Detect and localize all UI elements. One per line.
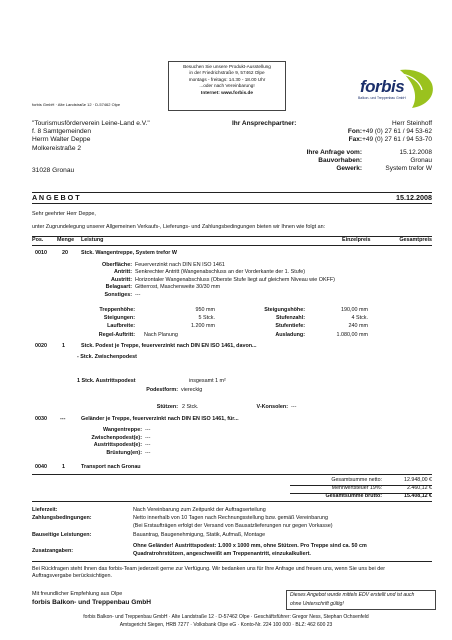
recipient-line: f. 8 Samtgemeinden — [32, 128, 92, 136]
item-pos: 0040 — [35, 464, 47, 470]
dim-key: Ausladung: — [275, 331, 305, 338]
logo-tagline: Balkon- und Treppenbau GmbH — [358, 96, 406, 100]
konsolen-label: V-Konsolen: — [256, 404, 288, 410]
netto-value: 12.948,00 € — [404, 477, 432, 483]
dim-value: 5 Stck. — [198, 315, 215, 322]
term-value: Quadratrohrstützen, angeschweißt am Treppenantritt, einzukalkuliert. — [133, 551, 311, 557]
term-label: Lieferzeit: — [32, 507, 58, 513]
dim-value: 1.200 mm — [191, 323, 215, 330]
term-label: Zusatzangaben: — [32, 548, 74, 554]
dim-value: Nach Planung — [144, 331, 178, 338]
dim-value: 1.080,00 mm — [336, 331, 368, 338]
col-pos: Pos. — [32, 237, 44, 243]
prop-value: --- — [135, 291, 141, 298]
logo-wordmark: forbis — [360, 77, 405, 96]
prop-value: --- — [145, 442, 151, 449]
recipient-line — [32, 153, 150, 161]
dim-key: Laufbreite: — [107, 323, 135, 330]
term-value: Nach Vereinbarung zum Zeitpunkt der Auftragserteilung — [133, 507, 266, 513]
edv-note-line: ohne Unterschrift gültig! — [290, 600, 344, 607]
dim-value: 4 Stck. — [351, 315, 368, 322]
col-leistung: Leistung — [81, 237, 104, 243]
dim-key: Treppenhöhe: — [99, 307, 135, 313]
podestform-label: Podestform: — [146, 387, 178, 393]
fon-label: Fon: — [347, 127, 362, 135]
showroom-line: ...oder nach Vereinbarung! — [199, 83, 255, 89]
contact-label: Ihr Ansprechpartner: — [232, 120, 297, 127]
gewerk-label: Gewerk: — [336, 164, 362, 172]
term-value: Bauantrag, Baugenehmigung, Statik, Aufmaß, Montage — [133, 532, 266, 538]
bauvorhaben-value: Gronau — [410, 157, 432, 165]
greeting: Mit freundlicher Empfehlung aus Olpe — [32, 591, 123, 597]
contact-block — [232, 120, 432, 173]
fax-number: +49 (0) 27 61 / 94 53-70 — [362, 135, 432, 143]
company-name: forbis Balkon- und Treppenbau GmbH — [32, 599, 152, 606]
edv-note-box — [286, 590, 436, 610]
prop-key: Belagsart: — [105, 284, 132, 291]
item-menge: 20 — [62, 250, 68, 256]
mwst-label: Mehrwertsteuer 19%: — [331, 485, 382, 491]
col-gesamtpreis: Gesamtpreis — [399, 237, 432, 243]
footer-line: Amtsgericht Siegen, HRB 7277 · Volksbank Olpe eG · Konto-Nr. 224 100 000 · BLZ: 462 600 23 — [119, 622, 333, 628]
item-pos: 0010 — [35, 250, 47, 256]
prop-value: Senkrechter Antritt (Wangenabschluss an der Vorderkante der 1. Stufe) — [135, 269, 305, 276]
anfrage-date: 15.12.2008 — [399, 149, 432, 157]
col-menge: Menge — [57, 237, 75, 243]
term-value: Ohne Geländer! Austrittspodest: 1.000 x 1000 mm, ohne Stützen. Pro Treppe sind ca. 50 cm — [133, 543, 367, 549]
dim-key: Regel-Auftritt: — [98, 331, 135, 338]
fax-label: Fax: — [348, 135, 362, 143]
footer-line: forbis Balkon- und Treppenbau GmbH · Alte Landstraße 12 · D-57462 Olpe · Geschäftsführer: Gregor Ness, Stephan Ochsenfeld — [83, 614, 369, 620]
prop-key: Wangentreppe: — [102, 427, 142, 433]
item-title: Geländer je Treppe, feuerverzinkt nach DIN EN ISO 1461, für... — [81, 416, 239, 422]
sender-line: forbis GmbH · Alte Landstraße 12 · D-57462 Olpe — [32, 102, 121, 107]
showroom-info-box — [168, 61, 286, 111]
prop-key: Brüstung(en): — [106, 449, 142, 456]
salutation: Sehr geehrter Herr Deppe, — [32, 211, 96, 217]
mwst-value: 2.460,12 € — [406, 485, 432, 491]
prop-key: Austritt: — [111, 276, 132, 283]
prop-key: Sonstiges: — [104, 291, 132, 298]
dim-key: Steigungshöhe: — [264, 307, 305, 313]
item2-size: insgesamt 1 m² — [189, 378, 226, 384]
stuetzen-label: Stützen: — [156, 404, 178, 410]
term-label: Bauseitige Leistungen: — [32, 532, 92, 538]
podestform-value: viereckig — [181, 387, 203, 393]
prop-value: --- — [145, 427, 151, 433]
prop-key: Oberfläche: — [102, 262, 132, 268]
showroom-line: montags - freitags: 14.30 - 18.00 Uhr — [188, 76, 266, 82]
showroom-website[interactable]: Internet: www.forbis.de — [201, 89, 253, 95]
recipient-line: Herrn Walter Deppe — [32, 136, 91, 144]
term-value: Netto innerhalb von 10 Tagen nach Rechnungsstellung bzw. gemäß Vereinbarung — [133, 515, 328, 521]
document-date: 15.12.2008 — [396, 193, 432, 202]
item-pos: 0020 — [35, 343, 47, 349]
prop-value: --- — [145, 434, 151, 441]
item1-properties — [80, 262, 440, 299]
item1-dimensions — [60, 307, 400, 340]
closing-line: Auftragsvergabe berücksichtigen. — [32, 572, 113, 579]
prop-value: Gitterrost, Maschenweite 30/30 mm — [135, 284, 221, 291]
prop-key: Austrittspodest(e): — [93, 442, 142, 449]
item-pos: 0030 — [35, 416, 47, 422]
intro-text: unter Zugrundelegung unserer Allgemeinen Verkaufs-, Lieferungs- und Zahlungsbedingungen bieten wir Ihnen wie folgt an: — [32, 224, 326, 230]
prop-key: Zwischenpodest(e): — [91, 434, 142, 441]
item-menge: 1 — [62, 343, 65, 349]
term-label: Zahlungsbedingungen: — [32, 515, 92, 521]
divider — [32, 501, 432, 502]
bauvorhaben-label: Bauvorhaben: — [318, 157, 362, 165]
contact-name: Herr Steinhoff — [392, 120, 432, 127]
col-einzelpreis: Einzelpreis — [342, 237, 371, 243]
item2-sub-austrittspodest: 1 Stck. Austrittspodest — [77, 378, 136, 384]
netto-label: Gesamtsumme netto: — [331, 477, 382, 483]
dim-value: 240 mm — [348, 323, 368, 330]
fon-number: +49 (0) 27 61 / 94 53-62 — [362, 127, 432, 135]
stuetzen-value: 2 Stck. — [182, 404, 199, 410]
closing-line: Bei Rückfragen steht Ihnen das forbis-Team jederzeit gerne zur Verfügung. Wir bedanken uns für Ihre Anfrage und freuen uns, wenn Sie uns bei der — [32, 566, 385, 572]
item3-properties — [80, 427, 280, 457]
prop-key: Antritt: — [114, 269, 132, 276]
divider — [32, 203, 432, 204]
item-menge: 1 — [62, 464, 65, 470]
dim-value: 950 mm — [195, 307, 215, 313]
brutto-value: 15.408,12 € — [404, 493, 432, 499]
prop-value: Feuerverzinkt nach DIN EN ISO 1461 — [135, 262, 225, 268]
recipient-line: 31028 Gronau — [32, 167, 75, 174]
closing-text — [32, 566, 437, 580]
showroom-line: in der Friedrichstraße 9, 57462 Olpe — [189, 70, 265, 76]
recipient-line: "Tourismusförderverein Leine-Land e.V." — [32, 120, 150, 127]
prop-value: Horizontaler Wangenabschluss (Oberste Stufe liegt auf gleichem Niveau wie OKFF) — [135, 276, 335, 283]
edv-note-line: Dieses Angebot wurde mittels EDV erstellt und ist auch — [290, 592, 415, 598]
showroom-line: Besuchen Sie unsere Produkt-Ausstellung — [183, 64, 271, 69]
anfrage-label: Ihre Anfrage vom: — [306, 149, 362, 157]
recipient-line: Molkereistraße 2 — [32, 144, 82, 152]
dim-key: Steigungen: — [103, 315, 135, 322]
item-title: Stck. Podest je Treppe, feuerverzinkt nach DIN EN ISO 1461, davon... — [81, 343, 257, 349]
divider — [32, 474, 432, 475]
dim-value: 190,00 mm — [341, 307, 368, 313]
prop-value: --- — [145, 449, 151, 456]
dim-key: Stufenzahl: — [275, 315, 305, 322]
item-menge: --- — [60, 416, 66, 422]
item-title: Stck. Wangentreppe, System trefor W — [81, 250, 177, 256]
gewerk-value: System trefor W — [385, 164, 432, 172]
forbis-logo — [356, 68, 436, 114]
recipient-address — [32, 120, 150, 175]
item2-sub-zwischenpodest: - Stck. Zwischenpodest — [77, 354, 137, 360]
divider — [32, 245, 432, 246]
divider — [32, 561, 432, 562]
dim-key: Stufentiefe: — [275, 323, 305, 330]
brutto-label: Gesamtsumme brutto: — [325, 493, 382, 499]
konsolen-value: --- — [291, 404, 297, 410]
document-title: A N G E B O T — [32, 193, 80, 202]
term-value: (Bei Erstaufträgen erfolgt der Versand von Bausatzlieferungen nur gegen Vorkasse) — [133, 523, 333, 529]
item-title: Transport nach Gronau — [81, 464, 141, 470]
